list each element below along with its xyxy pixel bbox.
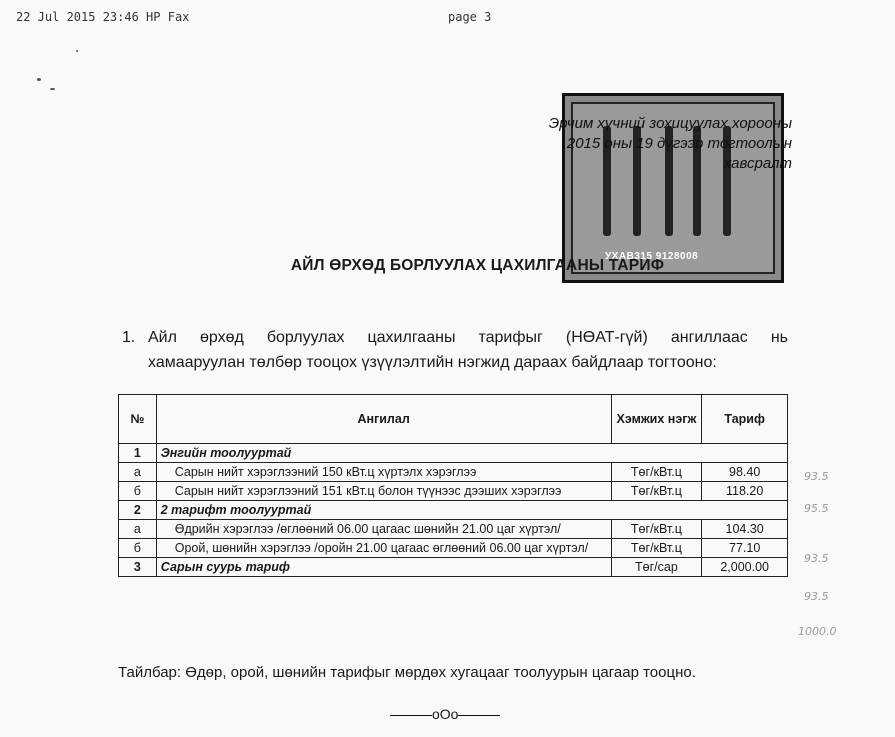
row-name: Энгийн тоолууртай [156, 444, 787, 463]
row-tariff: 77.10 [702, 539, 788, 558]
margin-note: 93.5 [804, 552, 829, 565]
clause-line-2: хамааруулан төлбөр тооцох үзүүлэлтийн нэгжид дараах байдлаар тогтооно: [148, 354, 717, 371]
table-row [119, 520, 788, 539]
approval-note [549, 114, 792, 174]
row-no: 2 [119, 501, 157, 520]
row-name: 2 тарифт тоолууртай [156, 501, 787, 520]
fax-page-number: page 3 [448, 10, 492, 24]
table-row [119, 482, 788, 501]
row-unit: Төг/кВт.ц [611, 482, 702, 501]
clause-1 [122, 325, 788, 375]
margin-note: 1000.0 [798, 625, 837, 638]
end-mark-line-right [458, 715, 500, 716]
end-mark [390, 706, 500, 722]
table-header-row [119, 395, 788, 444]
margin-note: 93.5 [804, 590, 829, 603]
approval-line-1: Эрчим хүчний зохицуулах хорооны [548, 115, 792, 132]
row-no: а [119, 520, 157, 539]
fax-header: 22 Jul 2015 23:46 HP Fax [16, 10, 190, 24]
row-no: 1 [119, 444, 157, 463]
scan-speck [37, 78, 41, 81]
table-row [119, 463, 788, 482]
table-row-group-1 [119, 444, 788, 463]
table-row-group-2 [119, 501, 788, 520]
end-mark-text: oOo [432, 706, 459, 722]
row-tariff: 118.20 [702, 482, 788, 501]
row-no: б [119, 482, 157, 501]
document-title: АЙЛ ӨРХӨД БОРЛУУЛАХ ЦАХИЛГААНЫ ТАРИФ [290, 257, 665, 274]
row-name: Сарын нийт хэрэглээний 151 кВт.ц болон түүнээс дээших хэрэглээ [156, 482, 611, 501]
document-title-wrap [0, 257, 895, 275]
approval-line-2: 2015 оны 19 дүгээр тогтоолын [566, 135, 792, 152]
row-name: Орой, шөнийн хэрэглээ /оройн 21.00 цагаас өглөөний 06.00 цаг хүртэл/ [156, 539, 611, 558]
header-no: № [119, 395, 157, 444]
tariff-table [118, 394, 788, 577]
row-no: б [119, 539, 157, 558]
clause-line-1: Айл өрхөд борлуулах цахилгааны тарифыг (НӨАТ-гүй) ангиллаас нь [148, 329, 788, 346]
table-row [119, 539, 788, 558]
stamp-code: УХАВ315 9128008 [605, 251, 699, 262]
table-row-group-3 [119, 558, 788, 577]
row-no: 3 [119, 558, 157, 577]
margin-note: 93.5 [804, 470, 829, 483]
row-no: а [119, 463, 157, 482]
row-tariff: 98.40 [702, 463, 788, 482]
row-unit: Төг/кВт.ц [611, 463, 702, 482]
approval-line-3: хавсралт [723, 155, 792, 172]
scan-speck [76, 50, 78, 52]
header-tariff: Тариф [702, 395, 788, 444]
row-unit: Төг/кВт.ц [611, 520, 702, 539]
row-tariff: 2,000.00 [702, 558, 788, 577]
clause-number: 1. [122, 329, 136, 346]
footnote: Тайлбар: Өдөр, орой, шөнийн тарифыг мөрдөх хугацааг тоолуурын цагаар тооцно. [118, 664, 696, 681]
margin-note: 95.5 [804, 502, 829, 515]
row-unit: Төг/кВт.ц [611, 539, 702, 558]
row-name: Өдрийн хэрэглээ /өглөөний 06.00 цагаас шөнийн 21.00 цаг хүртэл/ [156, 520, 611, 539]
row-name: Сарын суурь тариф [156, 558, 611, 577]
row-unit: Төг/сар [611, 558, 702, 577]
row-tariff: 104.30 [702, 520, 788, 539]
end-mark-line-left [390, 715, 432, 716]
header-unit: Хэмжих нэгж [611, 395, 702, 444]
scan-speck [50, 88, 55, 90]
header-category: Ангилал [156, 395, 611, 444]
row-name: Сарын нийт хэрэглээний 150 кВт.ц хүртэлх хэрэглээ [156, 463, 611, 482]
